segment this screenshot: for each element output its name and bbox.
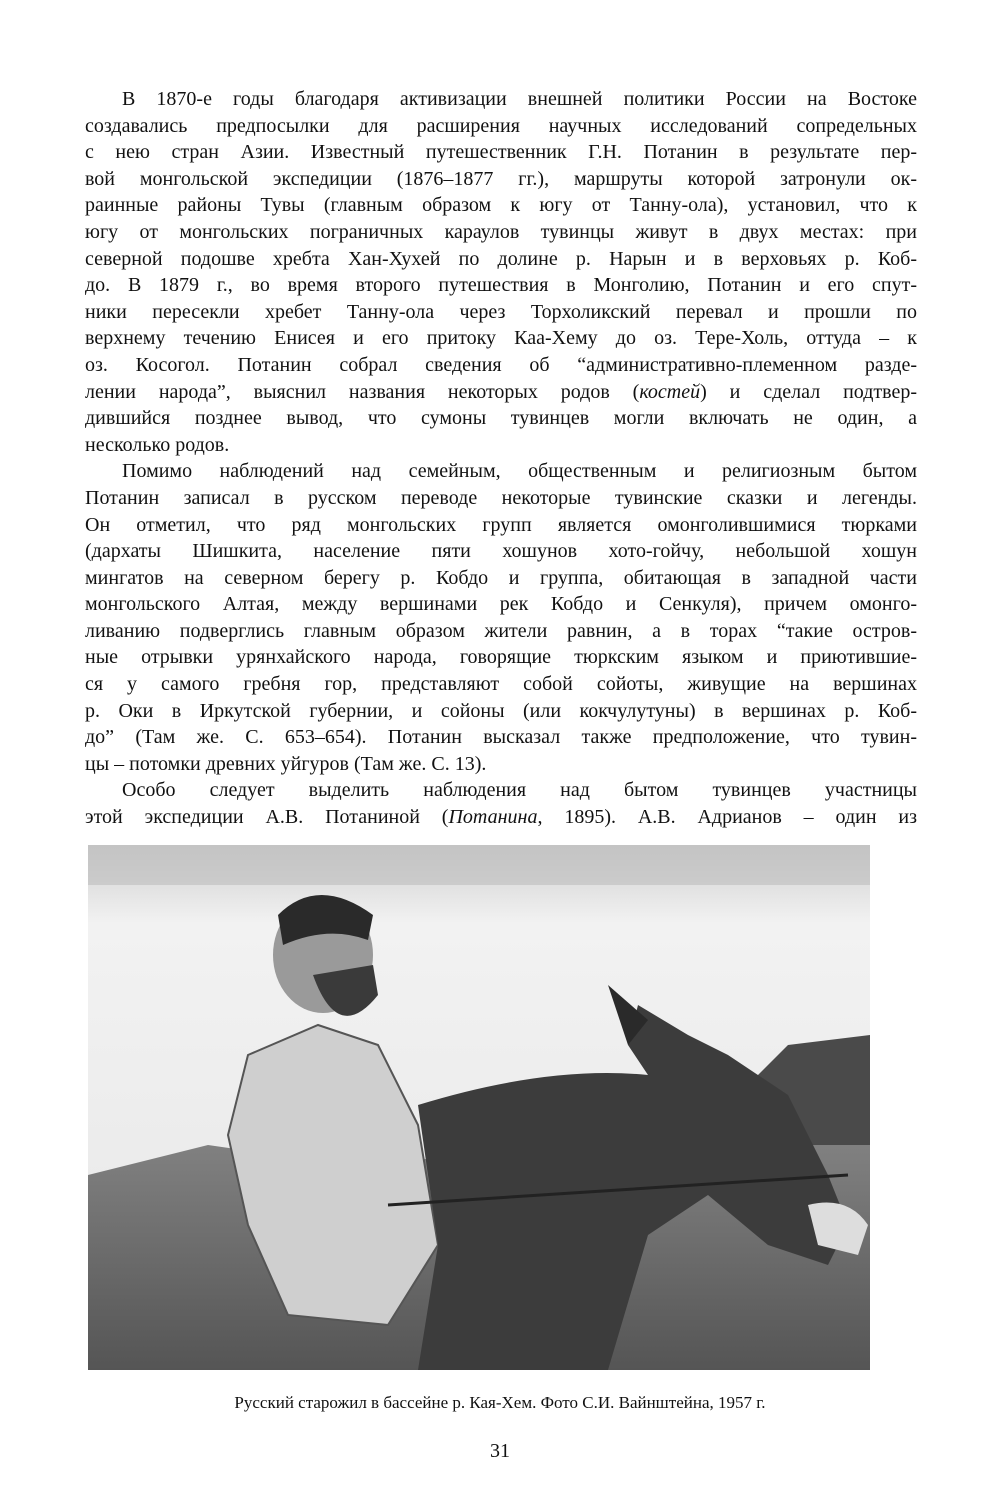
text-segment: р. Оки в Иркутской губернии, и сойоны (или кокчулутуны) в вершинах р. Коб- <box>85 699 917 722</box>
text-line <box>85 644 917 671</box>
text-segment: мингатов на северном берегу р. Кобдо и группа, обитающая в западной части <box>85 566 917 589</box>
text-segment: создавались предпосылки для расширения научных исследований сопредельных <box>85 114 917 137</box>
text-segment: Помимо наблюдений над семейным, общественным и религиозным бытом <box>122 460 917 483</box>
text-segment: оз. Косогол. Потанин собрал сведения об “административно-племенном разде- <box>85 353 917 376</box>
text-line <box>85 485 917 512</box>
page-number: 31 <box>490 1440 510 1462</box>
text-line <box>85 405 917 432</box>
text-line <box>85 538 917 565</box>
text-segment: лении народа”, выяснил названия некоторых родов ( <box>85 380 640 403</box>
text-segment: верхнему течению Енисея и его притоку Каа-Хему до оз. Тере-Холь, оттуда – к <box>85 327 917 350</box>
text-segment: с нею стран Азии. Известный путешественник Г.Н. Потанин в результате пер- <box>85 141 917 164</box>
text-segment: до” (Там же. С. 653–654). Потанин высказал также предположение, что тувин- <box>85 726 917 749</box>
text-segment: вой монгольской экспедиции (1876–1877 гг.), маршруты которой затронули ок- <box>85 167 917 190</box>
text-line <box>85 777 917 804</box>
text-line <box>85 432 917 459</box>
text-segment: ные отрывки урянхайского народа, говорящие тюркским языком и приютившие- <box>85 646 917 669</box>
text-segment: этой экспедиции А.В. Потаниной ( <box>85 806 449 829</box>
text-line <box>85 86 917 113</box>
text-segment: раинные районы Тувы (главным образом к югу от Танну-ола), установил, что к <box>85 194 917 217</box>
text-line <box>85 618 917 645</box>
text-segment: ники пересекли хребет Танну-ола через Торхоликский перевал и прошли по <box>85 300 917 323</box>
italic-term: костей <box>639 380 701 403</box>
text-segment: В 1870-е годы благодаря активизации внешней политики России на Востоке <box>122 88 917 110</box>
text-line <box>85 352 917 379</box>
text-line <box>85 325 917 352</box>
text-segment: Особо следует выделить наблюдения над бытом тувинцев участницы <box>122 779 917 802</box>
text-segment: до. В 1879 г., во время второго путешествия в Монголию, Потанин и его спут- <box>85 274 917 297</box>
text-line <box>85 804 917 831</box>
text-segment: ся у самого гребня гор, представляют собой сойоты, живущие на вершинах <box>85 673 917 696</box>
body-text <box>85 86 917 831</box>
text-segment: монгольского Алтая, между вершинами рек Кобдо и Сенкуля), причем омонго- <box>85 593 917 616</box>
text-line <box>85 299 917 326</box>
text-segment: Он отметил, что ряд монгольских групп является омонголившимися тюрками <box>85 513 917 536</box>
text-line <box>85 192 917 219</box>
text-segment: дившийся позднее вывод, что сумоны тувинцев могли включать не один, а <box>85 407 917 430</box>
text-line <box>85 751 917 778</box>
text-line <box>85 565 917 592</box>
text-line <box>85 246 917 273</box>
text-segment: (дархаты Шишкита, население пяти хошунов хото-гойчу, небольшой хошун <box>85 540 917 563</box>
figure-caption: Русский старожил в бассейне р. Кая-Хем. Фото С.И. Вайнштейна, 1957 г. <box>234 1393 766 1412</box>
text-line <box>85 219 917 246</box>
text-segment: югу от монгольских пограничных караулов тувинцы живут в двух местах: при <box>85 220 917 243</box>
text-line <box>85 139 917 166</box>
text-line <box>85 113 917 140</box>
text-line <box>85 591 917 618</box>
text-segment: несколько родов. <box>85 433 230 456</box>
text-segment: северной подошве хребта Хан-Хухей по долине р. Нарын и в верховьях р. Коб- <box>85 247 917 270</box>
text-line <box>85 379 917 406</box>
text-line <box>85 166 917 193</box>
text-line <box>85 724 917 751</box>
text-segment: цы – потомки древних уйгуров (Там же. С. 13). <box>85 752 487 775</box>
text-segment: ливанию подверглись главным образом жители равнин, а в торах “такие остров- <box>85 619 917 642</box>
text-segment: Потанин записал в русском переводе некоторые тувинские сказки и легенды. <box>85 486 917 509</box>
text-segment: ) и сделал подтвер- <box>700 380 917 403</box>
text-segment: , 1895). А.В. Адрианов – один из <box>537 806 918 829</box>
text-line <box>85 272 917 299</box>
text-line <box>85 512 917 539</box>
italic-term: Потанина <box>448 806 538 829</box>
text-line <box>85 698 917 725</box>
text-line <box>85 458 917 485</box>
photo-man-on-horse <box>88 845 870 1370</box>
text-line <box>85 671 917 698</box>
